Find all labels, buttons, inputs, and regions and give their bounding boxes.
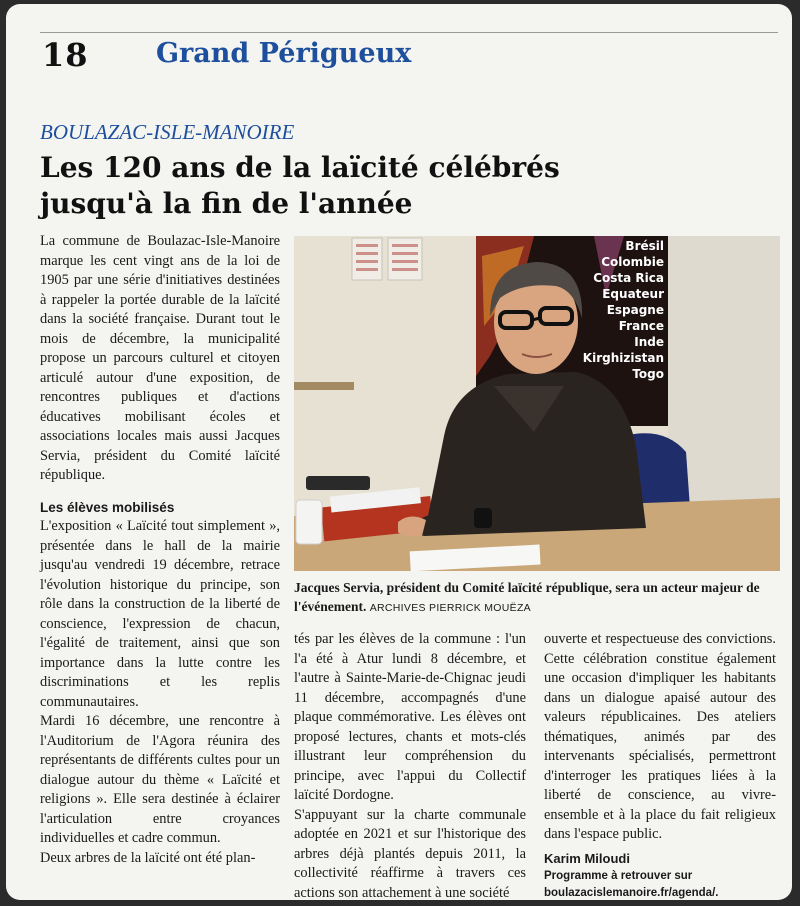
page-number: 18 — [42, 36, 89, 74]
article-column-2 — [294, 630, 526, 900]
body-paragraph: Mardi 16 décembre, une rencontre à l'Auditorium de l'Agora réunira des représentants de différents cultes pour un dialogue autour du thème « Laïcité et religions ». Elle sera destinée à éclairer l'articulation entre croyances individuelles et cadre commun. — [40, 713, 280, 846]
poster-country: Espagne — [606, 303, 664, 317]
header-rule — [40, 32, 778, 33]
body-paragraph: Deux arbres de la laïcité ont été plan- — [40, 849, 256, 866]
article-column-1 — [40, 232, 280, 868]
headline-line-1: Les 120 ans de la laïcité célébrés — [40, 151, 560, 184]
poster-country: Brésil — [625, 239, 664, 253]
poster-country: Colombie — [601, 255, 664, 269]
body-paragraph: L'exposition « Laïcité tout simplement », présentée dans le hall de la mairie jusqu'au vendredi 19 décembre, retrace l'évolution historique du principe, son rôle dans la construction de la liberté de conscience, l'expression de chacun, l'égalité de traitement, ainsi que son importance dans la lutte contre les discriminations et les replis communautaires. — [40, 518, 280, 710]
headline-line-2: jusqu'à la fin de l'année — [40, 187, 413, 220]
section-title: Grand Périgueux — [156, 38, 412, 69]
poster-country: Costa Rica — [593, 271, 664, 285]
program-link[interactable]: boulazacislemanoire.fr/agenda/. — [544, 887, 719, 899]
poster-country: Inde — [634, 335, 664, 349]
body-paragraph: tés par les élèves de la commune : l'un l'a été à Atur lundi 8 décembre, et l'autre à Sainte-Marie-de-Chignac jeudi 11 décembre, accompagnés d'une plaque commémorative. Les élèves ont proposé lectures, chants et mots-clés illustrant leur compréhension du principe, avec l'appui du Collectif laïcité Dordogne. — [294, 631, 526, 803]
article-column-3 — [544, 630, 776, 900]
program-note-line-1: Programme à retrouver sur — [544, 870, 693, 882]
article-photo — [294, 236, 780, 571]
article-kicker: BOULAZAC-ISLE-MANOIRE — [40, 120, 295, 144]
body-paragraph: S'appuyant sur la charte communale adoptée en 2021 et sur l'historique des arbres déjà plantés depuis 2011, la collectivité réaffirme à travers ces actions son attachement à une société — [294, 806, 526, 900]
newspaper-page — [6, 4, 792, 900]
caption-text: Jacques Servia, président du Comité laïcité république, sera un acteur majeur de l'événement. — [294, 580, 760, 614]
poster-country: Togo — [632, 367, 664, 381]
body-paragraph: ouverte et respectueuse des convictions. Cette célébration constitue également une occasion d'impliquer les habitants dans un dialogue apaisé autour des valeurs républicaines. Des ateliers thématiques, animés par des intervenants spécialisés, permettront d'interroger les pratiques liées à la liberté de conscience, au vivre-ensemble et à la place du fait religieux dans l'espace public. — [544, 631, 776, 842]
poster-country: France — [618, 319, 664, 333]
photo-caption — [294, 578, 780, 618]
subheading: Les élèves mobilisés — [40, 499, 175, 515]
author-byline: Karim Miloudi — [544, 850, 630, 866]
poster-country: Kirghizistan — [582, 351, 664, 365]
poster-country: Equateur — [602, 287, 664, 301]
intro-paragraph: La commune de Boulazac-Isle-Manoire marque les cent vingt ans de la loi de 1905 par une série d'initiatives destinées à rappeler la portée durable de la laïcité dans la société française. Durant tout le mois de décembre, la municipalité propose un parcours culturel et citoyen articulé autour d'une exposition, de rencontres publiques et d'actions éducatives mobilisant écoles et associations locales mais aussi Jacques Servia, président du Comité laïcité république. — [40, 233, 280, 483]
article-headline — [40, 150, 760, 222]
photo-credit: ARCHIVES PIERRICK MOUËZA — [369, 602, 531, 614]
